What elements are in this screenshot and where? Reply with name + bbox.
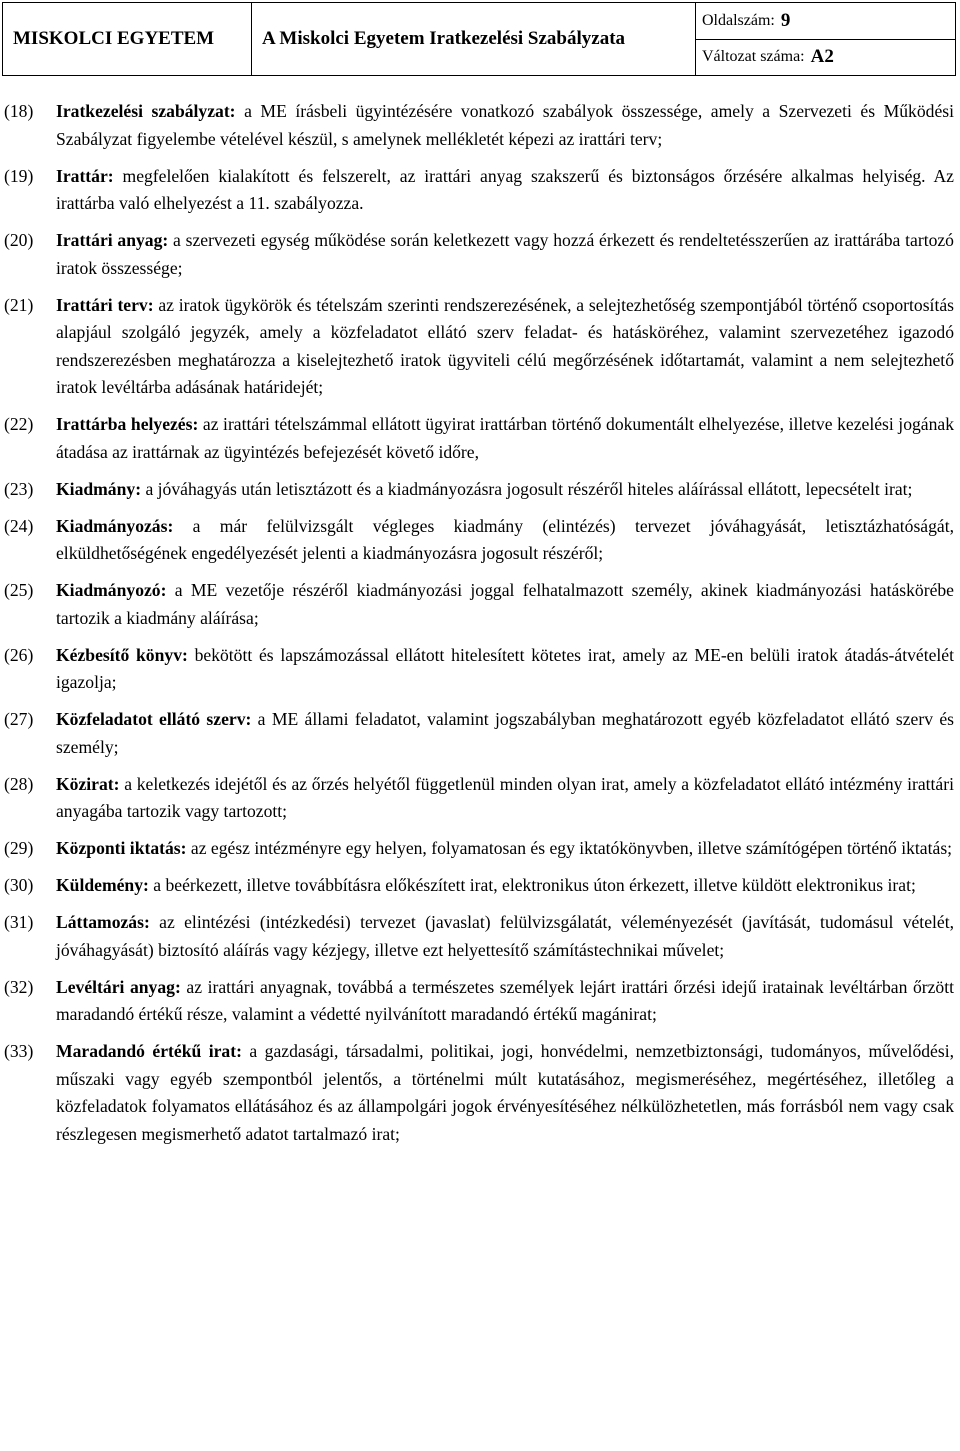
definition-body: a ME állami feladatot, valamint jogszabályban meghatározott egyéb közfeladatot ellátó szerv és személy; [56,709,954,757]
page-number-label: Oldalszám: [702,11,775,29]
item-number: (22) [4,414,34,434]
definition-body: az irattári tételszámmal ellátott ügyirat irattárban történő dokumentált elhelyezése, illetve kezelési jogának átadása az irattárnak az ügyintézés befejezését követő időre, [56,414,954,462]
definition-body: a szervezeti egység működése során keletkezett vagy hozzá érkezett és rendeltetésszerűen az irattárába tartozó iratok összessége; [56,230,954,278]
item-text [56,706,954,761]
definition-body: az irattári anyagnak, továbbá a természetes személyek lejárt irattári őrzési idejű iratainak levéltárban őrzött maradandó értékű része, valamint a védetté nyilvánított maradandó értékű magánirat; [56,976,955,1024]
definition-body: az elintézési (intézkedési) tervezet (javaslat) felülvizsgálatát, véleményezését (javítását, tudomásul vételét, jóváhagyását) biztosító aláírás vagy kézjegy, illetve ezt helyettesítő számítástechnikai művelet; [56,912,954,960]
page-number-row [696,3,955,40]
definition-body: bekötött és lapszámozással ellátott hitelesített kötetes irat, amely az ME-en belüli iratok átadás-átvételét igazolja; [56,644,955,692]
defined-term: Iratkezelési szabályzat: [56,101,236,121]
defined-term: Levéltári anyag: [56,976,181,997]
item-text [56,642,954,697]
definition-item [4,227,954,282]
definition-item [4,909,954,964]
defined-term: Láttamozás: [56,912,150,932]
defined-term: Kiadmányozás: [56,515,174,536]
item-text [56,577,954,632]
defined-term: Irattárba helyezés: [56,414,199,434]
defined-term: Küldemény: [56,875,149,895]
item-number: (33) [4,1041,34,1061]
definition-item [4,577,954,632]
item-text [56,872,954,900]
item-number: (29) [4,838,34,858]
version-row [696,40,955,76]
document-header [2,2,956,76]
item-number: (20) [4,230,34,250]
version-label: Változat száma: [702,48,805,66]
item-text [56,771,954,826]
definition-item [4,1038,954,1148]
definition-body: a gazdasági, társadalmi, politikai, jogi, honvédelmi, nemzetbiztonsági, tudományos, művelődési, műszaki vagy egyéb szempontból jelentős, a történelmi múlt kutatásához, megismeréséhez, megértéséhez, illetőleg a közfeladatok folyamatos ellátásához és az állampolgári jogok érvényesítéséhez nélkülözhetetlen, más forrásból nem vagy csak részlegesen megismerhető adatot tartalmazó irat; [56,1041,954,1144]
item-number: (25) [4,580,34,600]
definition-item [4,706,954,761]
definitions-list [4,98,954,1158]
document-meta [696,3,955,75]
item-text [56,1038,954,1148]
defined-term: Maradandó értékű irat: [56,1041,242,1061]
item-text [56,227,954,282]
item-number: (28) [4,773,34,794]
item-number: (19) [4,165,34,186]
definition-item [4,476,954,504]
definition-body: a beérkezett, illetve továbbításra előkészített irat, elektronikus úton érkezett, illetve küldött elektronikus irat; [148,875,916,895]
item-number: (32) [4,976,34,997]
defined-term: Közfeladatot ellátó szerv: [56,709,252,729]
item-text [56,476,954,504]
definition-item [4,835,954,863]
definition-body: a keletkezés idejétől és az őrzés helyétől függetlenül minden olyan irat, amely a közfeladatot ellátó intézmény irattári anyagába tartozik vagy tartozott; [56,773,954,821]
definition-item [4,771,954,826]
definition-item [4,292,954,402]
definition-item [4,974,954,1029]
definition-body: az iratok ügykörök és tételszám szerinti rendszerezésének, a selejtezhetőség szempontjából történő csoportosítás alapjául szolgáló jegyzék, amely a közfeladatot ellátó szerv feladat- és hatásköréhez, valamint szervezetéhez igazodó rendszerezésben meghatározza a kiselejtezhető iratok ügyviteli célú megőrzésének időtartamát, valamint a nem selejtezhető iratok levéltárba adásának határidejét; [56,294,954,397]
defined-term: Közirat: [56,773,120,794]
item-number: (27) [4,709,34,729]
defined-term: Kiadmányozó: [56,580,167,600]
item-text [56,835,954,863]
organization-name: MISKOLCI EGYETEM [3,3,252,75]
definition-body: a ME írásbeli ügyintézésére vonatkozó szabályok összessége, amely a Szervezeti és Működési Szabályzat figyelembe vételével készül, s amelynek mellékletét képezi az irattári terv; [56,101,954,149]
definition-body: az egész intézményre egy helyen, folyamatosan és egy iktatókönyvben, illetve számítógépen történő iktatás; [186,838,953,858]
definition-body: a ME vezetője részéről kiadmányozási joggal felhatalmazott személy, akinek kiadmányozási hatáskörébe tartozik a kiadmány aláírása; [56,580,954,628]
item-text [56,909,954,964]
definition-item [4,513,954,568]
item-text [56,513,954,568]
definition-item [4,163,954,218]
defined-term: Irattári anyag: [56,230,169,250]
document-title: A Miskolci Egyetem Iratkezelési Szabályzata [252,3,696,75]
definition-item [4,642,954,697]
defined-term: Irattári terv: [56,294,154,315]
item-number: (26) [4,644,34,665]
item-text [56,163,954,218]
item-number: (23) [4,478,34,499]
definition-item [4,98,954,153]
item-text [56,98,954,153]
defined-term: Kiadmány: [56,478,142,499]
page-number: 9 [780,9,791,31]
defined-term: Irattár: [56,165,114,186]
item-number: (31) [4,912,34,932]
item-number: (24) [4,515,34,536]
item-text [56,292,954,402]
item-text [56,411,954,466]
definition-body: a jóváhagyás után letisztázott és a kiadmányozásra jogosult részéről hiteles aláírással ellátott, lepecsételt irat; [141,478,913,499]
item-number: (30) [4,875,34,895]
definition-body: a már felülvizsgált végleges kiadmány (elintézés) tervezet jóváhagyását, letisztázhatóságát, elküldhetőségének engedélyezését jelenti a kiadmányozásra jogosult részéről; [56,515,954,563]
definition-body: megfelelően kialakított és felszerelt, az irattári anyag szakszerű és biztonságos őrzésére alkalmas helyiség. Az irattárba való elhelyezést a 11. szabályozza. [56,165,954,213]
defined-term: Központi iktatás: [56,838,187,858]
item-number: (18) [4,101,34,121]
definition-item [4,872,954,900]
item-text [56,974,954,1029]
defined-term: Kézbesítő könyv: [56,644,188,665]
item-number: (21) [4,294,34,315]
version-value: A2 [810,46,834,68]
definition-item [4,411,954,466]
